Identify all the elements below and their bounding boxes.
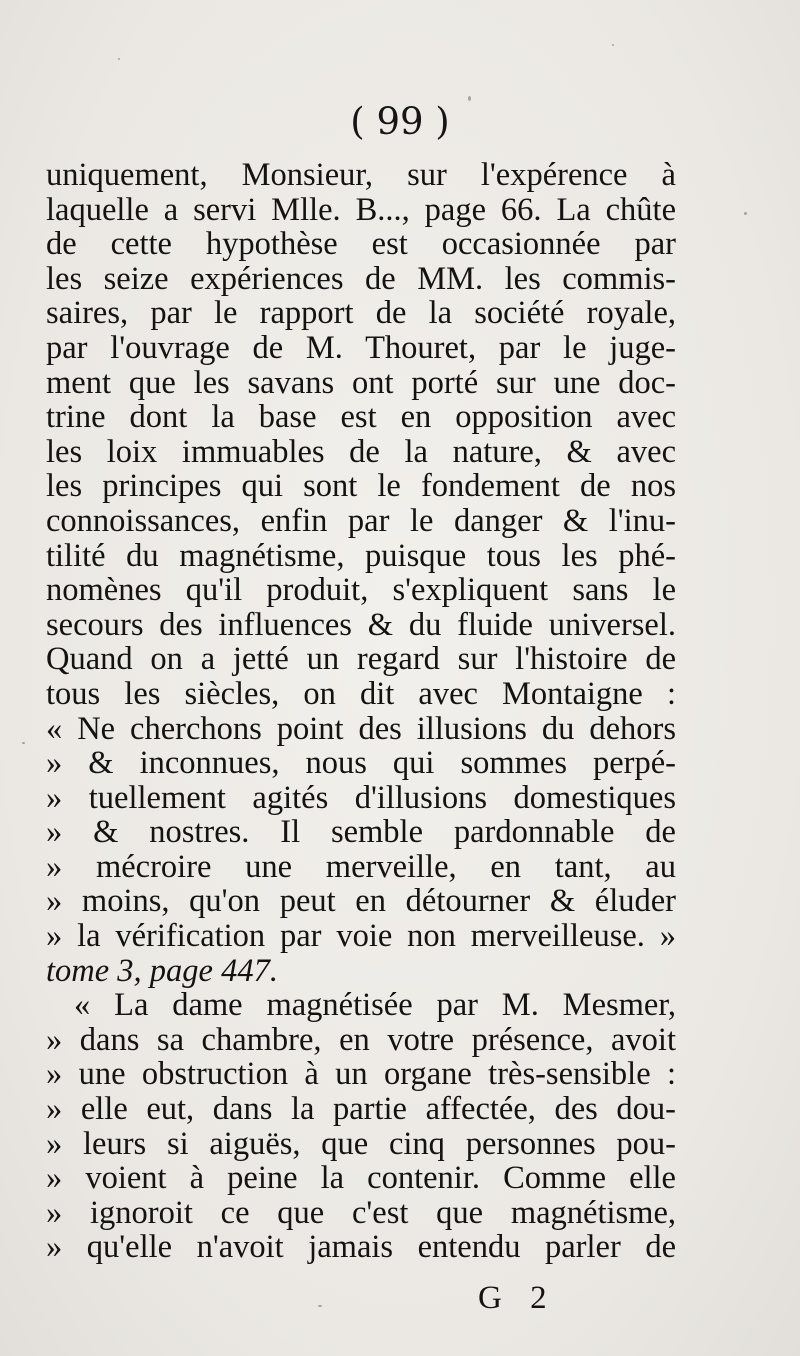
quote-line: » dans sa chambre, en votre présence, avoit <box>46 1021 676 1058</box>
text-line: saires, par le rapport de la société royale, <box>46 295 676 332</box>
quote-line: » mécroire une merveille, en tant, au <box>46 848 676 885</box>
text-line: laquelle a servi Mlle. B..., page 66. La chûte <box>46 191 676 228</box>
text-line: les principes qui sont le fondement de nos <box>46 468 676 505</box>
text-line: nomènes qu'il produit, s'expliquent sans le <box>46 572 676 609</box>
quote-line: « Ne cherchons point des illusions du dehors <box>46 710 676 747</box>
text-line: les loix immuables de la nature, & avec <box>46 433 676 470</box>
text-line: par l'ouvrage de M. Thouret, par le juge- <box>46 329 676 366</box>
text-line: uniquement, Monsieur, sur l'expérence à <box>46 157 676 193</box>
text-line: secours des influences & du fluide universel. <box>46 606 676 643</box>
quote-line: » tuellement agités d'illusions domestiques <box>46 779 676 816</box>
quote-line: » la vérification par voie non merveilleuse. » <box>46 918 676 955</box>
quote-line: » leurs si aiguës, que cinq personnes pou- <box>46 1125 676 1162</box>
text-line: trine dont la base est en opposition avec <box>46 399 676 436</box>
text-line: de cette hypothèse est occasionnée par <box>46 226 676 263</box>
ink-speck <box>612 44 614 46</box>
text-line: connoissances, enfin par le danger & l'inu- <box>46 502 676 539</box>
quote-line: « La dame magnétisée par M. Mesmer, <box>74 987 676 1024</box>
quote-line: » voient à peine la contenir. Comme elle <box>46 1160 676 1197</box>
text-line: tilité du magnétisme, puisque tous les phé- <box>46 537 676 574</box>
body-text <box>46 158 676 1265</box>
signature-mark: G 2 <box>478 1280 557 1316</box>
ink-speck <box>318 1305 322 1307</box>
text-line: tous les siècles, on dit avec Montaigne : <box>46 675 676 712</box>
quote-line: » une obstruction à un organe très-sensible : <box>46 1056 676 1093</box>
ink-speck <box>118 58 120 60</box>
text-line: Quand on a jetté un regard sur l'histoire de <box>46 641 676 678</box>
text-line: les seize expériences de MM. les commis- <box>46 260 676 297</box>
quote-line: » & nostres. Il semble pardonnable de <box>46 814 676 851</box>
citation-line: tome 3, page 447. <box>46 952 278 989</box>
ink-speck <box>744 212 747 215</box>
quote-line: » & inconnues, nous qui sommes perpé- <box>46 745 676 782</box>
page-number: ( 99 ) <box>350 100 450 143</box>
quote-line: » elle eut, dans la partie affectée, des dou- <box>46 1091 676 1128</box>
ink-speck <box>22 742 25 744</box>
quote-line: » qu'elle n'avoit jamais entendu parler de <box>46 1229 676 1266</box>
quote-line: » moins, qu'on peut en détourner & éluder <box>46 883 676 920</box>
text-line: ment que les savans ont porté sur une doc- <box>46 364 676 401</box>
quote-line: » ignoroit ce que c'est que magnétisme, <box>46 1194 676 1231</box>
